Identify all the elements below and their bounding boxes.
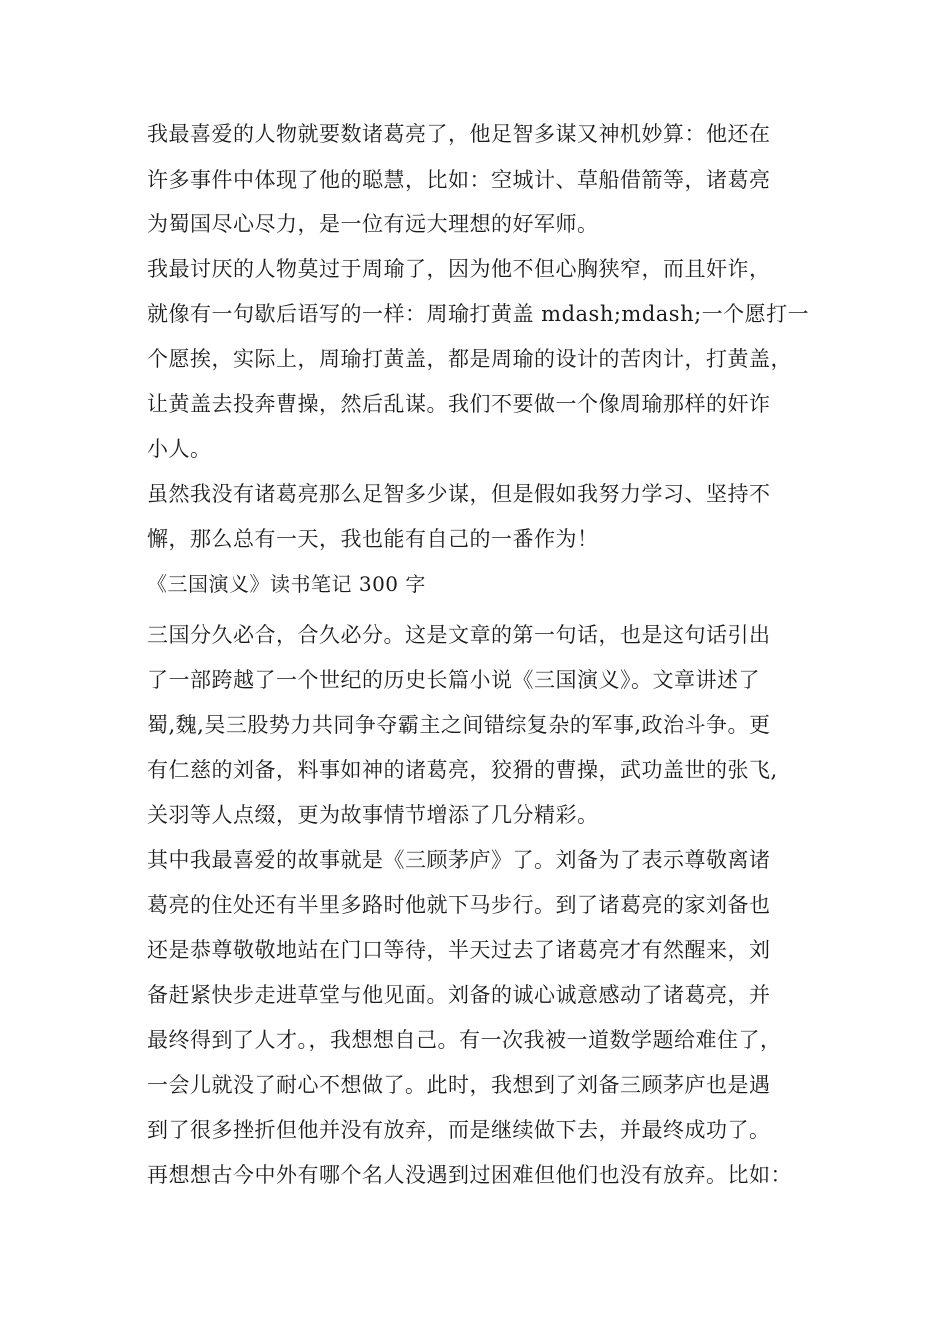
text-line: 让黄盖去投奔曹操，然后乱谋。我们不要做一个像周瑜那样的奸诈 — [147, 392, 771, 416]
text-line: 一会儿就没了耐心不想做了。此时，我想到了刘备三顾茅庐也是遇 — [147, 1073, 771, 1097]
text-line: 到了很多挫折但他并没有放弃，而是继续做下去，并最终成功了。 — [147, 1118, 771, 1142]
text-line: 懈，那么总有一天，我也能有自己的一番作为！ — [147, 527, 599, 551]
text-line: 再想想古今中外有哪个名人没遇到过困难但他们也没有放弃。比如： — [147, 1163, 792, 1187]
text-line: 小人。 — [147, 437, 212, 461]
text-line: 备赶紧快步走进草堂与他见面。刘备的诚心诚意感动了诸葛亮，并 — [147, 983, 771, 1007]
section-title: 《三国演义》读书笔记 300 字 — [147, 572, 426, 596]
text-line: 就像有一句歇后语写的一样：周瑜打黄盖 mdash;mdash;一个愿打一 — [147, 302, 810, 326]
text-line: 有仁慈的刘备，料事如神的诸葛亮，狡猾的曹操，武功盖世的张飞, — [147, 758, 778, 782]
text-line: 最终得到了人才。，我想想自己。有一次我被一道数学题给难住了， — [147, 1028, 782, 1052]
text-line: 还是恭尊敬敬地站在门口等待，半天过去了诸葛亮才有然醒来，刘 — [147, 938, 771, 962]
text-line: 虽然我没有诸葛亮那么足智多少谋，但是假如我努力学习、坚持不 — [147, 482, 771, 506]
text-line: 蜀,魏,吴三股势力共同争夺霸主之间错综复杂的军事,政治斗争。更 — [147, 713, 771, 737]
text-line: 了一部跨越了一个世纪的历史长篇小说《三国演义》。文章讲述了 — [147, 668, 760, 692]
text-line: 我最喜爱的人物就要数诸葛亮了，他足智多谋又神机妙算：他还在 — [147, 122, 771, 146]
text-line: 我最讨厌的人物莫过于周瑜了，因为他不但心胸狭窄，而且奸诈， — [147, 257, 771, 281]
text-line: 其中我最喜爱的故事就是《三顾茅庐》了。刘备为了表示尊敬离诸 — [147, 848, 771, 872]
text-line: 个愿挨，实际上，周瑜打黄盖，都是周瑜的设计的苦肉计，打黄盖， — [147, 347, 792, 371]
text-line: 三国分久必合，合久必分。这是文章的第一句话，也是这句话引出 — [147, 623, 771, 647]
text-line: 葛亮的住处还有半里多路时他就下马步行。到了诸葛亮的家刘备也 — [147, 893, 771, 917]
text-line: 关羽等人点缀，更为故事情节增添了几分精彩。 — [147, 803, 599, 827]
text-line: 为蜀国尽心尽力，是一位有远大理想的好军师。 — [147, 212, 599, 236]
text-line: 许多事件中体现了他的聪慧，比如：空城计、草船借箭等，诸葛亮 — [147, 168, 771, 192]
